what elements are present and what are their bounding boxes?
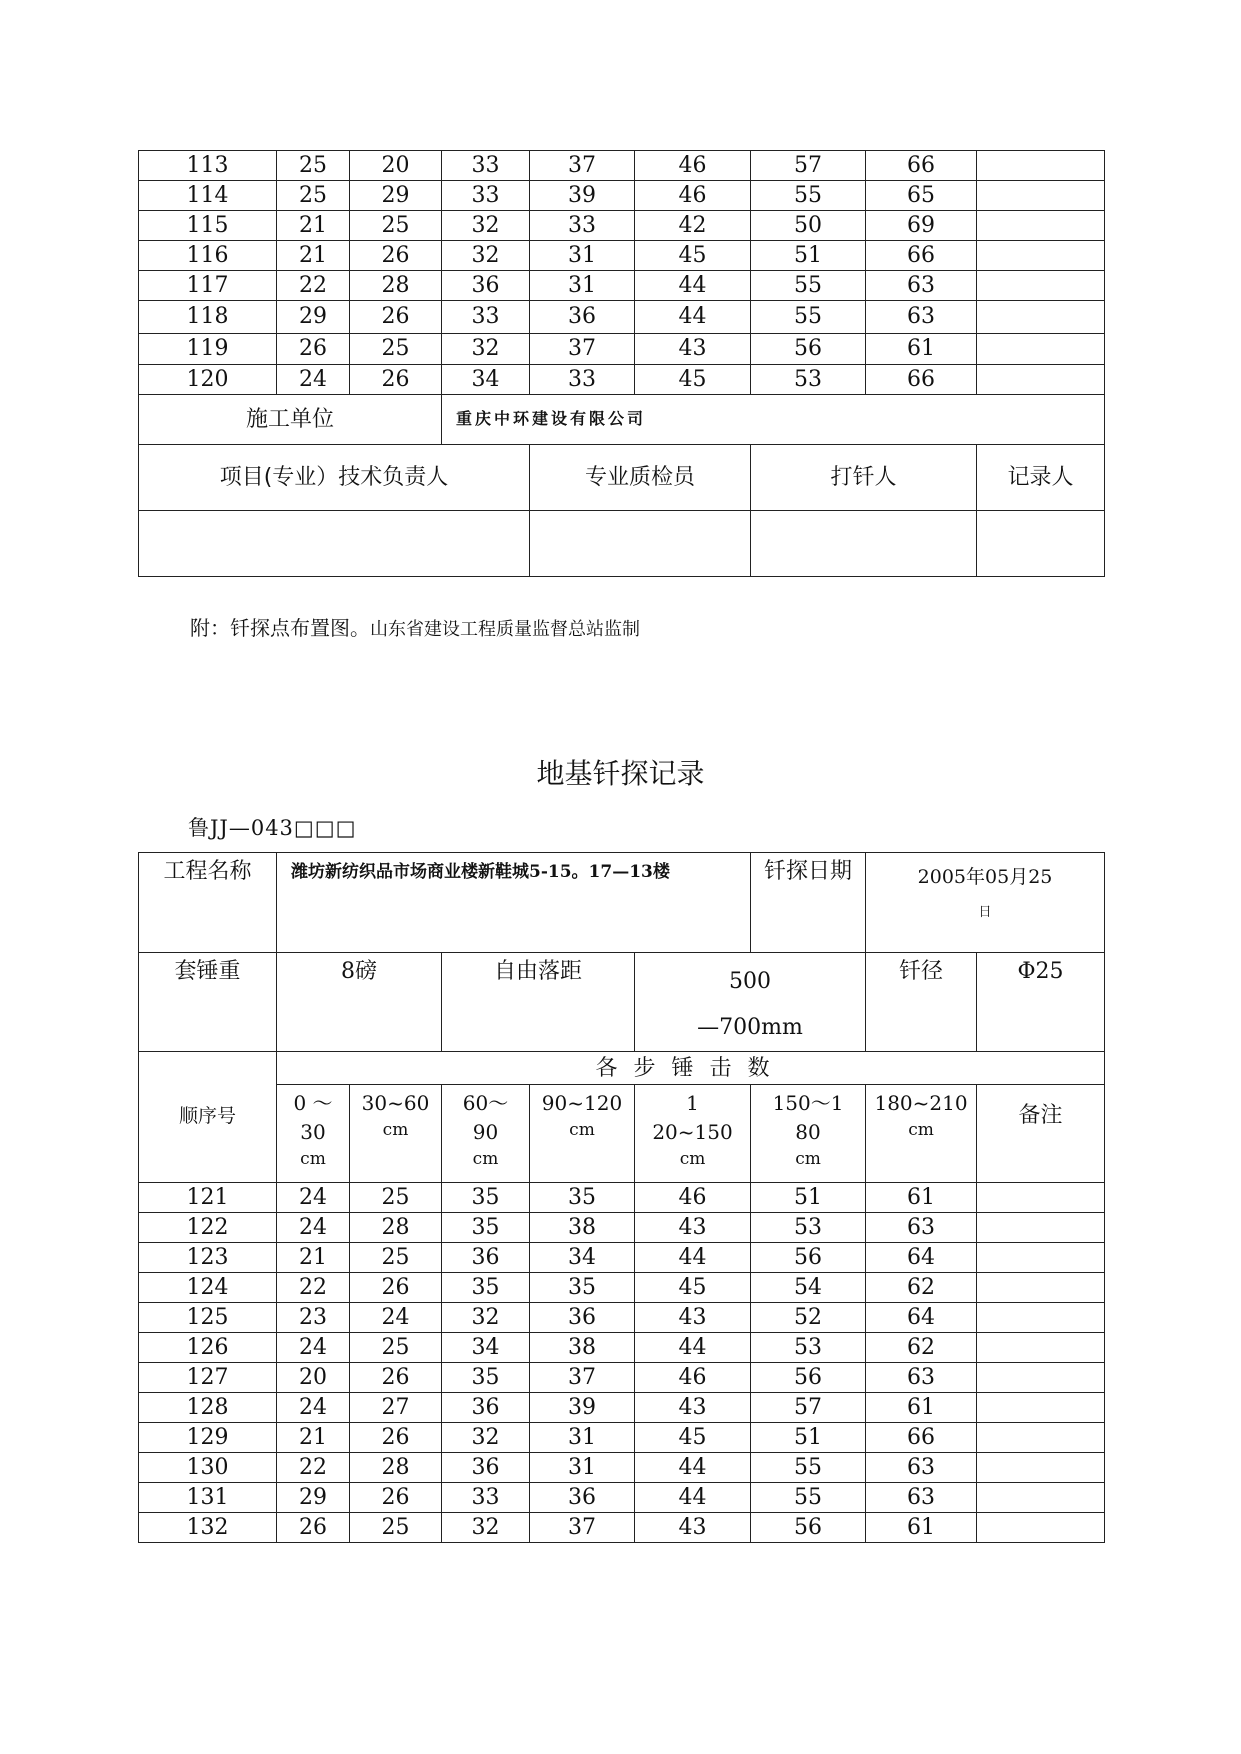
blow-count-cell: 36 [442,1243,530,1273]
form-code: 鲁JJ—043□□□ [188,816,357,840]
table-row [139,1483,1105,1513]
blow-count-cell: 66 [866,241,977,271]
sequence-cell: 131 [139,1483,277,1513]
blow-count-cell: 44 [635,1333,751,1363]
free-drop-label: 自由落距 [442,953,635,1052]
blow-count-cell: 34 [530,1243,635,1273]
sequence-cell: 129 [139,1423,277,1453]
sequence-cell: 120 [139,365,277,395]
blow-count-cell: 26 [277,334,350,365]
table-row [139,1303,1105,1333]
depth-interval-line: 180~210 [874,1091,968,1116]
blow-count-cell: 38 [530,1333,635,1363]
blow-count-cell: 28 [350,1453,442,1483]
project-name-label: 工程名称 [139,853,277,953]
supervising-station: 山东省建设工程质量监督总站监制 [370,619,640,640]
depth-interval-line: 30~60 [361,1091,430,1116]
remark-cell [977,1243,1105,1273]
table-row [139,1213,1105,1243]
blow-count-cell: 27 [350,1393,442,1423]
blow-count-cell: 36 [530,1303,635,1333]
blow-count-cell: 24 [277,1213,350,1243]
blow-count-cell: 63 [866,1453,977,1483]
sequence-cell: 130 [139,1453,277,1483]
blow-count-cell: 62 [866,1273,977,1303]
blow-count-cell: 66 [866,365,977,395]
main-table-body [139,1183,1105,1543]
depth-interval-header [530,1085,635,1183]
blow-count-cell: 35 [530,1273,635,1303]
blow-count-cell: 35 [442,1363,530,1393]
rod-diameter-value: Φ25 [977,953,1105,1052]
document-title: 地基钎探记录 [536,757,705,790]
probe-date-label: 钎探日期 [751,853,866,953]
blow-count-cell: 26 [350,301,442,334]
table-row [139,181,1105,211]
blow-count-cell: 37 [530,1363,635,1393]
remark-cell [977,241,1105,271]
probe-date-line2: 日 [978,904,992,920]
blow-count-cell: 26 [350,1483,442,1513]
blow-count-cell: 31 [530,1423,635,1453]
blow-count-cell: 44 [635,1453,751,1483]
table-row [139,211,1105,241]
blow-count-cell: 42 [635,211,751,241]
hammer-weight-label: 套锤重 [139,953,277,1052]
prober-signature [751,511,977,577]
blow-count-cell: 26 [277,1513,350,1543]
blow-count-cell: 24 [277,1333,350,1363]
blow-count-cell: 31 [530,1453,635,1483]
blow-count-cell: 33 [442,181,530,211]
depth-interval-line: 80 [795,1120,821,1145]
blow-count-cell: 25 [350,1513,442,1543]
blow-count-cell: 26 [350,1423,442,1453]
blow-count-cell: 45 [635,1273,751,1303]
blow-count-cell: 57 [751,1393,866,1423]
sequence-number-header: 顺序号 [139,1052,277,1183]
hammer-blows-header: 各步锤击数 [277,1052,1105,1085]
blow-count-cell: 43 [635,334,751,365]
blow-count-cell: 32 [442,1423,530,1453]
blow-count-cell: 25 [350,334,442,365]
remark-cell [977,1303,1105,1333]
sequence-cell: 117 [139,271,277,301]
remark-cell [977,211,1105,241]
sequence-cell: 122 [139,1213,277,1243]
inspector-label: 专业质检员 [530,445,751,511]
blow-count-cell: 31 [530,241,635,271]
probe-date-line1: 2005年05月25 [917,866,1053,888]
depth-interval-line: cm [679,1149,706,1170]
rod-diameter-label: 钎径 [866,953,977,1052]
blow-count-cell: 43 [635,1303,751,1333]
remark-cell [977,151,1105,181]
blow-count-cell: 28 [350,271,442,301]
sequence-cell: 128 [139,1393,277,1423]
blow-count-cell: 63 [866,1483,977,1513]
blow-count-cell: 55 [751,271,866,301]
blow-count-cell: 44 [635,271,751,301]
table-row [139,1273,1105,1303]
blow-count-cell: 25 [350,1243,442,1273]
depth-interval-header [751,1085,866,1183]
blow-count-cell: 34 [442,365,530,395]
depth-interval-line: cm [472,1149,499,1170]
blow-count-cell: 61 [866,1513,977,1543]
blow-count-cell: 66 [866,1423,977,1453]
remark-cell [977,1423,1105,1453]
depth-interval-line: 150～1 [772,1091,844,1116]
blow-count-cell: 66 [866,151,977,181]
blow-count-cell: 37 [530,151,635,181]
blow-count-cell: 56 [751,1363,866,1393]
blow-count-cell: 51 [751,241,866,271]
table-row [139,1183,1105,1213]
blow-count-cell: 56 [751,1243,866,1273]
blow-count-cell: 26 [350,241,442,271]
blow-count-cell: 45 [635,241,751,271]
depth-interval-line: cm [569,1120,595,1141]
blow-count-cell: 51 [751,1423,866,1453]
signature-labels-row [139,445,1105,511]
blow-count-cell: 35 [442,1213,530,1243]
remark-cell [977,271,1105,301]
sequence-cell: 126 [139,1333,277,1363]
blow-count-cell: 26 [350,1273,442,1303]
blow-count-cell: 51 [751,1183,866,1213]
sequence-cell: 113 [139,151,277,181]
blow-count-cell: 63 [866,301,977,334]
blow-count-cell: 69 [866,211,977,241]
blow-count-cell: 36 [442,1453,530,1483]
blow-count-cell: 46 [635,1183,751,1213]
depth-interval-line: 60～ [462,1091,509,1116]
remark-cell [977,1483,1105,1513]
remark-cell [977,301,1105,334]
depth-interval-line: 20~150 [652,1120,733,1145]
depth-interval-header [866,1085,977,1183]
blow-count-cell: 21 [277,241,350,271]
blow-count-cell: 38 [530,1213,635,1243]
blow-count-cell: 22 [277,1453,350,1483]
table-row [139,151,1105,181]
blow-count-cell: 65 [866,181,977,211]
blow-count-cell: 35 [530,1183,635,1213]
depth-interval-line: 0 ～ [293,1091,333,1116]
tech-lead-label: 项目(专业）技术负责人 [139,445,530,511]
blow-count-cell: 33 [442,151,530,181]
blow-count-cell: 61 [866,1393,977,1423]
remark-cell [977,1453,1105,1483]
construction-unit-label: 施工单位 [139,395,442,445]
blow-count-cell: 24 [277,1393,350,1423]
depth-interval-line: cm [382,1120,409,1141]
blow-count-cell: 25 [350,1333,442,1363]
table-row [139,365,1105,395]
blow-count-cell: 22 [277,1273,350,1303]
project-name-value: 潍坊新纺织品市场商业楼新鞋城5-15。17—13楼 [277,853,751,953]
blow-count-cell: 53 [751,365,866,395]
table-row [139,241,1105,271]
blow-count-cell: 53 [751,1333,866,1363]
blow-count-cell: 45 [635,1423,751,1453]
blow-count-cell: 36 [530,301,635,334]
remark-cell [977,334,1105,365]
blow-count-cell: 56 [751,1513,866,1543]
blow-count-cell: 20 [277,1363,350,1393]
blow-count-cell: 25 [277,181,350,211]
inspector-signature [530,511,751,577]
blow-count-cell: 64 [866,1243,977,1273]
sequence-cell: 124 [139,1273,277,1303]
blow-count-cell: 56 [751,334,866,365]
probe-record-table [138,852,1105,1543]
construction-unit-row [139,395,1105,445]
signature-blank-row [139,511,1105,577]
blow-count-cell: 25 [277,151,350,181]
blow-count-cell: 28 [350,1213,442,1243]
depth-interval-line: 90~120 [541,1091,623,1116]
table-row [139,334,1105,365]
blow-count-cell: 35 [442,1273,530,1303]
blow-count-cell: 24 [277,1183,350,1213]
sequence-cell: 118 [139,301,277,334]
blow-count-cell: 43 [635,1213,751,1243]
blow-count-cell: 32 [442,334,530,365]
construction-unit-value: 重庆中环建设有限公司 [442,395,1105,445]
remark-header: 备注 [977,1085,1105,1183]
blow-count-cell: 36 [442,271,530,301]
blow-count-cell: 55 [751,1483,866,1513]
blow-count-cell: 46 [635,1363,751,1393]
blow-count-cell: 50 [751,211,866,241]
depth-interval-line: 90 [472,1120,499,1145]
depth-header-row [139,1085,1105,1183]
blow-count-cell: 52 [751,1303,866,1333]
depth-interval-header [442,1085,530,1183]
table-row [139,1333,1105,1363]
sequence-cell: 115 [139,211,277,241]
blow-count-cell: 26 [350,365,442,395]
depth-interval-line: 30 [300,1120,326,1145]
depth-interval-header [350,1085,442,1183]
blow-count-cell: 33 [530,365,635,395]
blow-count-cell: 21 [277,211,350,241]
blow-count-cell: 61 [866,1183,977,1213]
table-row [139,1363,1105,1393]
blow-count-cell: 32 [442,211,530,241]
blow-count-cell: 26 [350,1363,442,1393]
blow-count-cell: 37 [530,1513,635,1543]
project-row [139,853,1105,953]
sequence-cell: 114 [139,181,277,211]
blow-count-cell: 55 [751,1453,866,1483]
prober-label: 打钎人 [751,445,977,511]
blow-count-cell: 55 [751,301,866,334]
blow-count-cell: 33 [442,1483,530,1513]
sequence-cell: 121 [139,1183,277,1213]
blow-count-cell: 24 [277,365,350,395]
blow-count-cell: 22 [277,271,350,301]
blow-count-cell: 31 [530,271,635,301]
depth-interval-line: cm [908,1120,934,1141]
blow-count-cell: 53 [751,1213,866,1243]
blow-count-cell: 54 [751,1273,866,1303]
sequence-cell: 123 [139,1243,277,1273]
depth-interval-line: cm [300,1149,326,1170]
blow-count-cell: 24 [350,1303,442,1333]
table-row [139,1423,1105,1453]
remark-cell [977,1393,1105,1423]
blow-count-cell: 63 [866,1363,977,1393]
blow-count-cell: 43 [635,1513,751,1543]
blow-count-cell: 64 [866,1303,977,1333]
remark-cell [977,1333,1105,1363]
table-row [139,301,1105,334]
depth-interval-header [635,1085,751,1183]
remark-cell [977,365,1105,395]
blow-count-cell: 63 [866,271,977,301]
top-table-body [139,151,1105,395]
blow-count-cell: 61 [866,334,977,365]
blow-count-cell: 25 [350,1183,442,1213]
probe-date-value [866,853,1105,953]
blow-count-cell: 23 [277,1303,350,1333]
blow-count-cell: 37 [530,334,635,365]
blow-count-cell: 39 [530,1393,635,1423]
remark-cell [977,181,1105,211]
blow-count-cell: 33 [530,211,635,241]
blow-count-cell: 62 [866,1333,977,1363]
blow-count-cell: 32 [442,1513,530,1543]
depth-interval-line: cm [795,1149,821,1170]
table-row [139,1453,1105,1483]
hammer-weight-value: 8磅 [277,953,442,1052]
blow-count-cell: 29 [350,181,442,211]
blow-count-cell: 21 [277,1243,350,1273]
tech-lead-signature [139,511,530,577]
appendix-note [190,612,640,641]
sequence-cell: 132 [139,1513,277,1543]
sequence-cell: 127 [139,1363,277,1393]
blow-count-cell: 34 [442,1333,530,1363]
blow-count-cell: 25 [350,211,442,241]
blow-count-cell: 44 [635,1483,751,1513]
table-row [139,1513,1105,1543]
hammer-row [139,953,1105,1052]
depth-interval-header [277,1085,350,1183]
remark-cell [977,1183,1105,1213]
free-drop-value [635,953,866,1052]
sequence-cell: 116 [139,241,277,271]
blow-count-cell: 46 [635,151,751,181]
blow-count-cell: 20 [350,151,442,181]
blow-count-cell: 21 [277,1423,350,1453]
sequence-cell: 119 [139,334,277,365]
remark-cell [977,1213,1105,1243]
blow-count-cell: 57 [751,151,866,181]
blow-count-cell: 35 [442,1183,530,1213]
table-row [139,1393,1105,1423]
blow-count-cell: 29 [277,301,350,334]
blow-count-cell: 33 [442,301,530,334]
blow-count-cell: 29 [277,1483,350,1513]
table-row [139,1243,1105,1273]
table-row [139,271,1105,301]
blow-count-cell: 36 [530,1483,635,1513]
recorder-signature [977,511,1105,577]
blow-count-cell: 39 [530,181,635,211]
appendix-text: 附：钎探点布置图。 [190,616,370,640]
blow-count-cell: 45 [635,365,751,395]
sequence-cell: 125 [139,1303,277,1333]
blow-count-cell: 55 [751,181,866,211]
blow-count-cell: 63 [866,1213,977,1243]
free-drop-line1: 500 [729,969,772,994]
depth-interval-line: 1 [686,1091,699,1116]
remark-cell [977,1513,1105,1543]
blow-count-cell: 32 [442,1303,530,1333]
blow-count-cell: 36 [442,1393,530,1423]
blow-count-cell: 43 [635,1393,751,1423]
probe-record-table-continued [138,150,1105,577]
blow-count-cell: 46 [635,181,751,211]
blow-count-cell: 44 [635,1243,751,1273]
remark-cell [977,1363,1105,1393]
blow-count-cell: 44 [635,301,751,334]
recorder-label: 记录人 [977,445,1105,511]
header-row-1 [139,1052,1105,1085]
blow-count-cell: 32 [442,241,530,271]
remark-cell [977,1273,1105,1303]
free-drop-line2: —700mm [697,1015,803,1041]
